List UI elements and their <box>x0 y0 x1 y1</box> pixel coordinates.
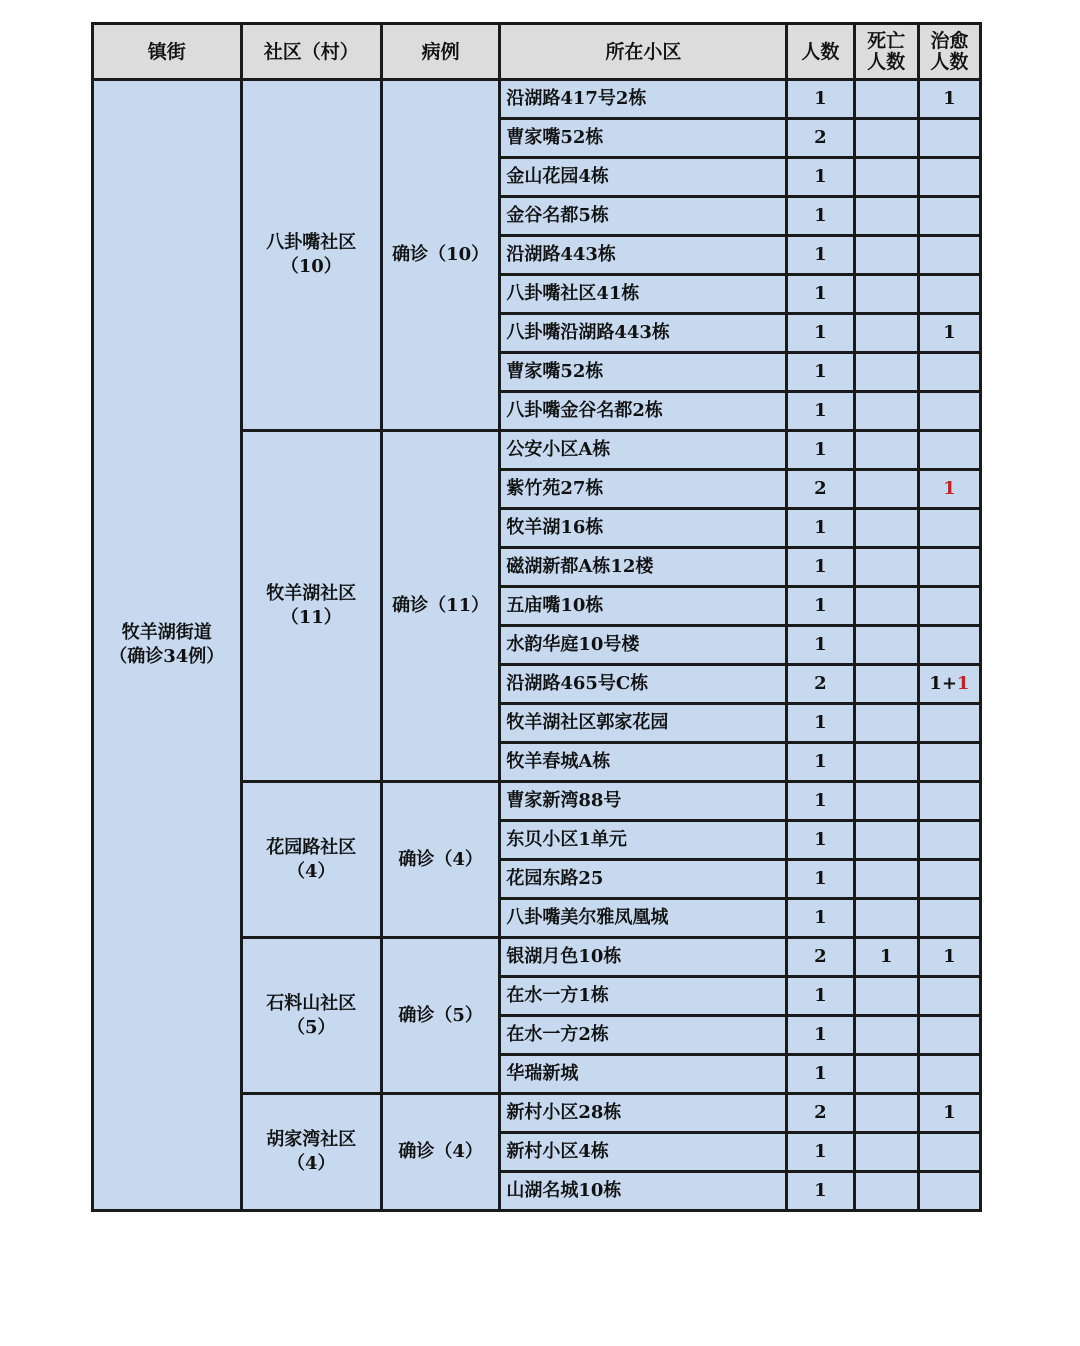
count-cell: 1 <box>787 392 854 431</box>
count-cell: 1 <box>787 548 854 587</box>
count-cell: 1 <box>787 431 854 470</box>
cured-cell <box>918 860 980 899</box>
count-cell: 2 <box>787 470 854 509</box>
count-cell: 2 <box>787 665 854 704</box>
cured-cell <box>918 1172 980 1211</box>
location-cell: 曹家新湾88号 <box>500 782 787 821</box>
deaths-cell <box>854 548 918 587</box>
header-community: 社区（村） <box>241 24 381 80</box>
location-cell: 八卦嘴社区41栋 <box>500 275 787 314</box>
deaths-cell <box>854 1133 918 1172</box>
community-cell <box>241 1094 381 1211</box>
community-name: 胡家湾社区 <box>266 1129 357 1150</box>
cured-cell <box>918 236 980 275</box>
community-count: （11） <box>280 607 342 628</box>
deaths-cell <box>854 626 918 665</box>
count-cell: 2 <box>787 938 854 977</box>
case-table <box>91 22 982 1212</box>
location-cell: 八卦嘴沿湖路443栋 <box>500 314 787 353</box>
location-cell: 牧羊春城A栋 <box>500 743 787 782</box>
cured-cell <box>918 80 980 119</box>
community-name: 石料山社区 <box>266 992 357 1014</box>
deaths-cell <box>854 1055 918 1094</box>
header-row <box>93 24 981 80</box>
deaths-cell <box>854 119 918 158</box>
location-cell: 八卦嘴金谷名都2栋 <box>500 392 787 431</box>
header-town: 镇街 <box>93 24 242 80</box>
count-cell: 1 <box>787 1016 854 1055</box>
deaths-cell <box>854 977 918 1016</box>
location-cell: 公安小区A栋 <box>500 431 787 470</box>
header-deaths-line2: 人数 <box>867 50 906 73</box>
count-cell: 1 <box>787 977 854 1016</box>
community-cases-cell <box>381 80 499 431</box>
community-cases: 确诊（5） <box>398 1004 483 1026</box>
header-cured-line1: 治愈 <box>930 29 969 52</box>
cured-value-new: 1 <box>956 673 970 694</box>
count-cell: 1 <box>787 509 854 548</box>
count-cell: 1 <box>787 236 854 275</box>
community-cases-cell <box>381 1094 499 1211</box>
deaths-cell <box>854 236 918 275</box>
deaths-cell <box>854 665 918 704</box>
location-cell: 金山花园4栋 <box>500 158 787 197</box>
cured-cell <box>918 665 980 704</box>
town-name: 牧羊湖街道 <box>121 622 212 643</box>
community-cell <box>241 938 381 1094</box>
cured-cell <box>918 587 980 626</box>
count-cell: 1 <box>787 314 854 353</box>
cured-cell <box>918 1133 980 1172</box>
community-cell <box>241 80 381 431</box>
count-cell: 1 <box>787 587 854 626</box>
count-cell: 1 <box>787 80 854 119</box>
community-cell <box>241 782 381 938</box>
location-cell: 沿湖路465号C栋 <box>500 665 787 704</box>
location-cell: 曹家嘴52栋 <box>500 119 787 158</box>
cured-cell <box>918 743 980 782</box>
cured-value: 1 <box>943 946 956 967</box>
cured-value-new: 1 <box>943 478 956 499</box>
cured-cell <box>918 158 980 197</box>
cured-cell <box>918 275 980 314</box>
count-cell: 2 <box>787 119 854 158</box>
community-name: 八卦嘴社区 <box>266 232 357 253</box>
deaths-cell <box>854 821 918 860</box>
cured-cell <box>918 782 980 821</box>
community-cases: 确诊（10） <box>392 244 490 265</box>
count-cell: 1 <box>787 860 854 899</box>
count-cell: 1 <box>787 626 854 665</box>
location-cell: 牧羊湖社区郭家花园 <box>500 704 787 743</box>
table-body <box>93 80 981 1211</box>
community-cases: 确诊（11） <box>392 595 490 616</box>
count-cell: 1 <box>787 782 854 821</box>
location-cell: 在水一方2栋 <box>500 1016 787 1055</box>
community-cases: 确诊（4） <box>398 848 483 870</box>
town-total: （确诊34例） <box>109 646 225 667</box>
count-cell: 1 <box>787 899 854 938</box>
cured-cell <box>918 1055 980 1094</box>
deaths-cell <box>854 1172 918 1211</box>
location-cell: 在水一方1栋 <box>500 977 787 1016</box>
location-cell: 银湖月色10栋 <box>500 938 787 977</box>
cured-cell <box>918 392 980 431</box>
count-cell: 1 <box>787 275 854 314</box>
cured-cell <box>918 119 980 158</box>
location-cell: 新村小区4栋 <box>500 1133 787 1172</box>
deaths-cell <box>854 353 918 392</box>
deaths-cell <box>854 860 918 899</box>
cured-cell <box>918 1016 980 1055</box>
location-cell: 牧羊湖16栋 <box>500 509 787 548</box>
town-cell <box>93 80 242 1211</box>
header-deaths-line1: 死亡 <box>867 29 906 52</box>
count-cell: 1 <box>787 704 854 743</box>
cured-value: 1 <box>943 88 956 109</box>
count-cell: 1 <box>787 821 854 860</box>
community-count: （4） <box>286 1153 336 1174</box>
cured-cell <box>918 1094 980 1133</box>
deaths-cell <box>854 80 918 119</box>
deaths-cell <box>854 899 918 938</box>
deaths-cell <box>854 1016 918 1055</box>
header-cases: 病例 <box>381 24 499 80</box>
table-row <box>93 80 981 119</box>
community-cases-cell <box>381 431 499 782</box>
community-cell <box>241 431 381 782</box>
count-cell: 1 <box>787 353 854 392</box>
community-name: 花园路社区 <box>266 836 357 858</box>
count-cell: 1 <box>787 1172 854 1211</box>
location-cell: 新村小区28栋 <box>500 1094 787 1133</box>
cured-cell <box>918 353 980 392</box>
cured-cell <box>918 431 980 470</box>
cured-cell <box>918 626 980 665</box>
deaths-cell <box>854 743 918 782</box>
header-cured-line2: 人数 <box>930 50 969 73</box>
header-count: 人数 <box>787 24 854 80</box>
deaths-cell <box>854 509 918 548</box>
community-count: （5） <box>286 1016 336 1038</box>
header-deaths <box>854 24 918 80</box>
deaths-cell <box>854 275 918 314</box>
deaths-cell <box>854 1094 918 1133</box>
cured-cell <box>918 197 980 236</box>
location-cell: 东贝小区1单元 <box>500 821 787 860</box>
count-cell: 2 <box>787 1094 854 1133</box>
cured-cell <box>918 548 980 587</box>
deaths-cell <box>854 158 918 197</box>
location-cell: 沿湖路417号2栋 <box>500 80 787 119</box>
cured-value: 1+ <box>929 673 957 694</box>
location-cell: 八卦嘴美尔雅凤凰城 <box>500 899 787 938</box>
community-count: （4） <box>286 860 336 882</box>
location-cell: 花园东路25 <box>500 860 787 899</box>
cured-cell <box>918 509 980 548</box>
location-cell: 金谷名都5栋 <box>500 197 787 236</box>
location-cell: 山湖名城10栋 <box>500 1172 787 1211</box>
deaths-cell <box>854 314 918 353</box>
community-name: 牧羊湖社区 <box>266 583 357 604</box>
community-cases: 确诊（4） <box>398 1141 483 1162</box>
community-cases-cell <box>381 938 499 1094</box>
location-cell: 磁湖新都A栋12楼 <box>500 548 787 587</box>
header-cured <box>918 24 980 80</box>
location-cell: 紫竹苑27栋 <box>500 470 787 509</box>
community-cases-cell <box>381 782 499 938</box>
location-cell: 华瑞新城 <box>500 1055 787 1094</box>
location-cell: 沿湖路443栋 <box>500 236 787 275</box>
deaths-cell <box>854 431 918 470</box>
deaths-cell <box>854 587 918 626</box>
cured-cell <box>918 821 980 860</box>
count-cell: 1 <box>787 1055 854 1094</box>
count-cell: 1 <box>787 197 854 236</box>
deaths-cell <box>854 782 918 821</box>
deaths-cell <box>854 470 918 509</box>
cured-cell <box>918 899 980 938</box>
header-location: 所在小区 <box>500 24 787 80</box>
count-cell: 1 <box>787 1133 854 1172</box>
cured-value: 1 <box>943 1102 956 1123</box>
deaths-cell <box>854 704 918 743</box>
location-cell: 曹家嘴52栋 <box>500 353 787 392</box>
count-cell: 1 <box>787 743 854 782</box>
location-cell: 水韵华庭10号楼 <box>500 626 787 665</box>
cured-cell <box>918 938 980 977</box>
cured-cell <box>918 977 980 1016</box>
cured-value: 1 <box>943 322 956 343</box>
cured-cell <box>918 704 980 743</box>
community-count: （10） <box>280 256 342 277</box>
cured-cell <box>918 470 980 509</box>
deaths-cell: 1 <box>854 938 918 977</box>
location-cell: 五庙嘴10栋 <box>500 587 787 626</box>
deaths-cell <box>854 392 918 431</box>
count-cell: 1 <box>787 158 854 197</box>
cured-cell <box>918 314 980 353</box>
deaths-cell <box>854 197 918 236</box>
